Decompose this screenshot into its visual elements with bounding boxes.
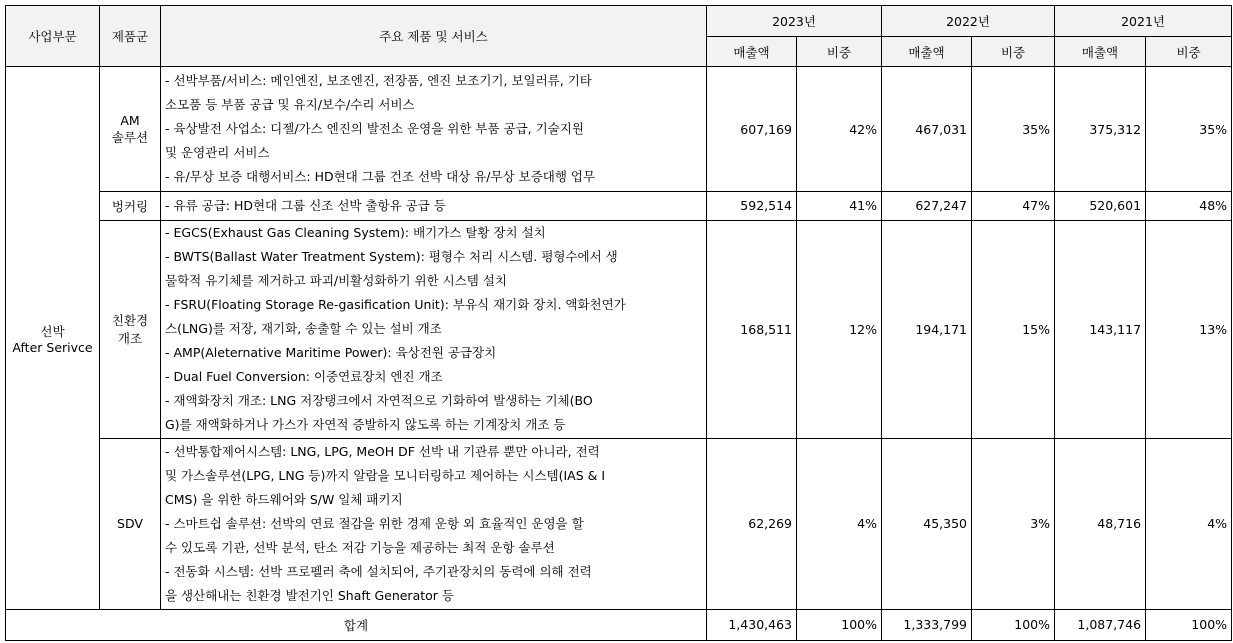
header-product-group: 제품군 xyxy=(100,6,161,67)
sales-2022: 627,247 xyxy=(882,191,972,220)
ratio-2023: 41% xyxy=(797,191,882,220)
ratio-2023: 42% xyxy=(797,67,882,192)
ratio-2021: 13% xyxy=(1146,220,1232,438)
sales-2022: 467,031 xyxy=(882,67,972,192)
sales-2023: 62,269 xyxy=(707,439,797,610)
ratio-2022: 15% xyxy=(972,220,1055,438)
ratio-2022: 47% xyxy=(972,191,1055,220)
header-segment: 사업부문 xyxy=(6,6,100,67)
header-sales-2021: 매출액 xyxy=(1055,37,1146,67)
sales-2023: 607,169 xyxy=(707,67,797,192)
segment-subname: After Serivce xyxy=(12,339,93,355)
segment-cell xyxy=(6,67,100,610)
total-label: 합계 xyxy=(6,609,707,640)
header-year-2021: 2021년 xyxy=(1055,6,1232,37)
header-year-2023: 2023년 xyxy=(707,6,882,37)
sales-2021: 375,312 xyxy=(1055,67,1146,192)
table-row xyxy=(6,67,1232,192)
sales-2021: 48,716 xyxy=(1055,439,1146,610)
table-row xyxy=(6,191,1232,220)
sales-2022: 194,171 xyxy=(882,220,972,438)
total-row xyxy=(6,609,1232,640)
total-sales-2022: 1,333,799 xyxy=(882,609,972,640)
sales-2022: 45,350 xyxy=(882,439,972,610)
ratio-2022: 35% xyxy=(972,67,1055,192)
ratio-2023: 12% xyxy=(797,220,882,438)
ratio-2023: 4% xyxy=(797,439,882,610)
total-ratio-2023: 100% xyxy=(797,609,882,640)
sales-2023: 592,514 xyxy=(707,191,797,220)
ratio-2021: 4% xyxy=(1146,439,1232,610)
header-main-products: 주요 제품 및 서비스 xyxy=(161,6,707,67)
table-row xyxy=(6,220,1232,438)
product-group-cell: 벙커링 xyxy=(100,191,161,220)
ratio-2021: 48% xyxy=(1146,191,1232,220)
segment-name: 선박 xyxy=(40,323,65,339)
header-ratio-2023: 비중 xyxy=(797,37,882,67)
header-sales-2023: 매출액 xyxy=(707,37,797,67)
product-description: - 유류 공급: HD현대 그룹 신조 선박 출항유 공급 등 xyxy=(161,191,707,220)
total-ratio-2022: 100% xyxy=(972,609,1055,640)
header-year-2022: 2022년 xyxy=(882,6,1055,37)
product-description: - 선박부품/서비스: 메인엔진, 보조엔진, 전장품, 엔진 보조기기, 보일러류, 기타 소모품 등 부품 공급 및 유지/보수/수리 서비스 - 육상발전 사업소: 디젤/가스 엔진의 발전소 운영을 위한 부품 공급, 기술지원 및 운영관리 서비스 - 유/무상 보증 대행서비스: HD현대 그룹 건조 선박 대상 유/무상 보증대행 업무 xyxy=(161,67,707,192)
sales-2023: 168,511 xyxy=(707,220,797,438)
header-sales-2022: 매출액 xyxy=(882,37,972,67)
product-group-cell: 친환경 개조 xyxy=(100,220,161,438)
product-description: - 선박통합제어시스템: LNG, LPG, MeOH DF 선박 내 기관류 뿐만 아니라, 전력 및 가스솔루션(LPG, LNG 등)까지 알람을 모니터링하고 제어하는 시스템(IAS & I CMS) 을 위한 하드웨어와 S/W 일체 패키지 - 스마트쉽 솔루션: 선박의 연료 절감을 위한 경제 운항 외 효율적인 운영을 할 수 있도록 기관, 선박 분석, 탄소 저감 기능을 제공하는 최적 운항 솔루션 - 전동화 시스템: 선박 프로펠러 축에 설치되어, 주기관장치의 동력에 의해 전력 을 생산해내는 친환경 발전기인 Shaft Generator 등 xyxy=(161,439,707,610)
ratio-2021: 35% xyxy=(1146,67,1232,192)
table-row xyxy=(6,439,1232,610)
sales-2021: 520,601 xyxy=(1055,191,1146,220)
total-sales-2021: 1,087,746 xyxy=(1055,609,1146,640)
product-group-cell: AM 솔루션 xyxy=(100,67,161,192)
product-group-cell: SDV xyxy=(100,439,161,610)
sales-2021: 143,117 xyxy=(1055,220,1146,438)
header-ratio-2022: 비중 xyxy=(972,37,1055,67)
business-segment-table xyxy=(5,5,1232,641)
product-description: - EGCS(Exhaust Gas Cleaning System): 배기가스 탈황 장치 설치 - BWTS(Ballast Water Treatment System): 평형수 처리 시스템. 평형수에서 생 물학적 유기체를 제거하고 파괴/비활성화하기 위한 시스템 설치 - FSRU(Floating Storage Re-gasification Unit): 부유식 재기화 장치. 액화천연가 스(LNG)를 저장, 재기화, 송출할 수 있는 설비 개조 - AMP(Aleternative Maritime Power): 육상전원 공급장치 - Dual Fuel Conversion: 이중연료장치 엔진 개조 - 재액화장치 개조: LNG 저장탱크에서 자연적으로 기화하여 발생하는 기체(BO G)를 재액화하거나 가스가 자연적 증발하지 않도록 하는 기계장치 개조 등 xyxy=(161,220,707,438)
total-sales-2023: 1,430,463 xyxy=(707,609,797,640)
header-ratio-2021: 비중 xyxy=(1146,37,1232,67)
total-ratio-2021: 100% xyxy=(1146,609,1232,640)
ratio-2022: 3% xyxy=(972,439,1055,610)
header-row-years xyxy=(6,6,1232,37)
